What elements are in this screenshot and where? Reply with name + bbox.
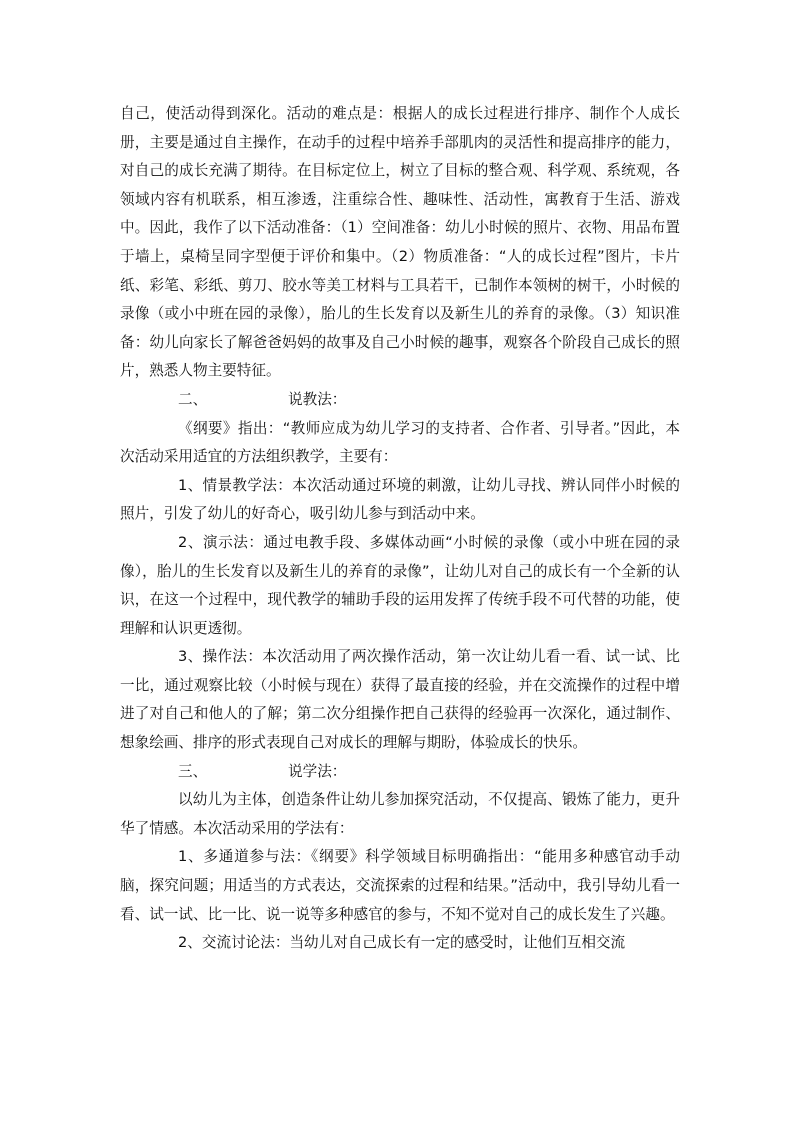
paragraph-learning-intro: 以幼儿为主体，创造条件让幼儿参加探究活动，不仅提高、锻炼了能力，更升华了情感。本次活动采用的学法有： xyxy=(120,791,680,837)
paragraph-discussion-method: 2、交流讨论法：当幼儿对自己成长有一定的感受时，让他们互相交流 xyxy=(178,934,626,952)
paragraph-preparation: 自己，使活动得到深化。活动的难点是：根据人的成长过程进行排序、制作个人成长册，主要是通过自主操作，在动手的过程中培养手部肌肉的灵活性和提高排序的能力，对自己的成长充满了期待。在目标定位上，树立了目标的整合观、科学观、系统观，各领域内容有机联系，相互渗透，注重综合性、趣味性、活动性，寓教育于生活、游戏中。因此，我作了以下活动准备：（1）空间准备：幼儿小时候的照片、衣物、用品布置于墙上，桌椅呈同字型便于评价和集中。（2）物质准备：“人的成长过程”图片，卡片纸、彩笔、彩纸、剪刀、胶水等美工材料与工具若干，已制作本领树的树干，小时候的录像（或小中班在园的录像），胎儿的生长发育以及新生儿的养育的录像。（3）知识准备：幼儿向家长了解爸爸妈妈的故事及自己小时候的趣事，观察各个阶段自己成长的照片，熟悉人物主要特征。 xyxy=(120,105,680,380)
section-title: 说教法： xyxy=(288,390,347,408)
paragraph-situational-method: 1、情景教学法：本次活动通过环境的刺激，让幼儿寻找、辨认同伴小时候的照片，引发了幼儿的好奇心，吸引幼儿参与到活动中来。 xyxy=(120,476,680,523)
paragraph-operation-method: 3、操作法：本次活动用了两次操作活动，第一次让幼儿看一看、试一试、比一比，通过观察比较（小时候与现在）获得了最直接的经验，并在交流操作的过程中增进了对自己和他人的了解；第二次分组操作把自己获得的经验再一次深化，通过制作、想象绘画、排序的形式表现自己对成长的理解与期盼，体验成长的快乐。 xyxy=(120,648,680,752)
paragraph-demonstration-method: 2、演示法：通过电教手段、多媒体动画“小时候的录像（或小中班在园的录像），胎儿的生长发育以及新生儿的养育的录像”，让幼儿对自己的成长有一个全新的认识，在这一个过程中，现代教学的辅助手段的运用发挥了传统手段不可代替的功能，使理解和认识更透彻。 xyxy=(120,533,680,637)
section-heading-teaching-methods xyxy=(120,386,680,415)
section-number: 二、 xyxy=(178,390,208,408)
section-heading-learning-methods xyxy=(120,758,680,787)
paragraph-teaching-intro: 《纲要》指出：“教师应成为幼儿学习的支持者、合作者、引导者。”因此，本次活动采用适宜的方法组织教学，主要有： xyxy=(120,419,680,466)
section-number: 三、 xyxy=(178,762,208,780)
section-title: 说学法： xyxy=(288,762,347,780)
document-body xyxy=(120,100,680,958)
paragraph-multichannel-method: 1、多通道参与法：《纲要》科学领域目标明确指出：“能用多种感官动手动脑，探究问题；用适当的方式表达，交流探索的过程和结果。”活动中，我引导幼儿看一看、试一试、比一比、说一说等多种感官的参与，不知不觉对自己的成长发生了兴趣。 xyxy=(120,848,680,923)
